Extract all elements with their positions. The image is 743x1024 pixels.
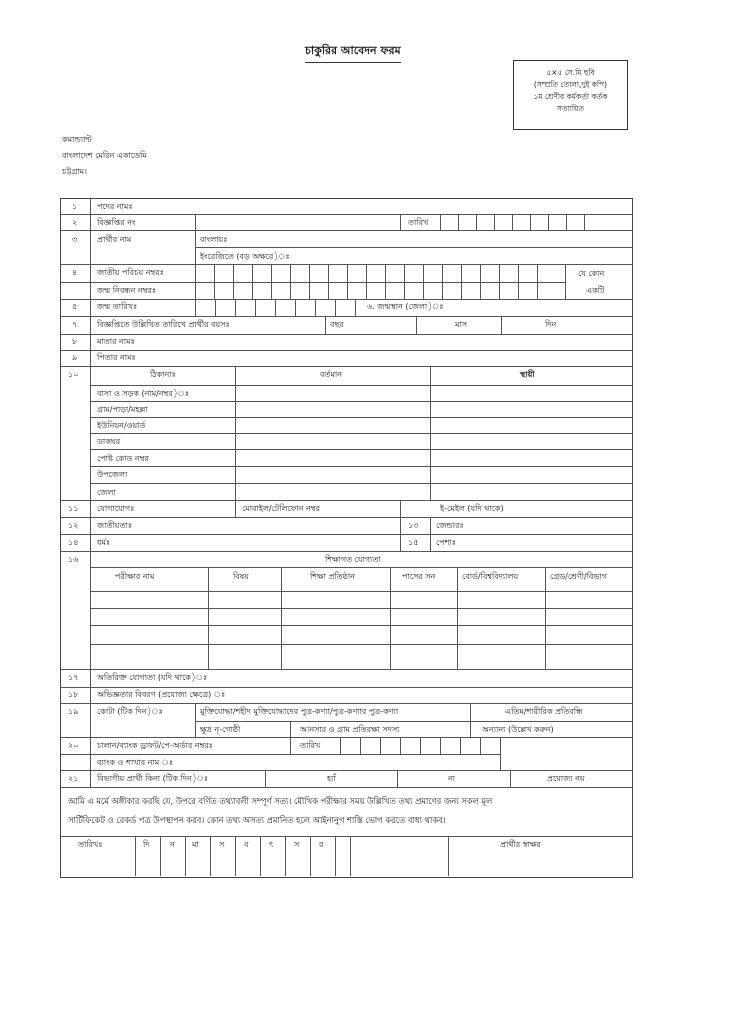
edu-col-header: পাসের সন: [402, 572, 436, 581]
option-no[interactable]: না: [448, 774, 456, 783]
year-label: বছর: [330, 320, 344, 329]
row-number: ১১: [68, 504, 79, 513]
row-number: ৭: [72, 320, 78, 329]
post-label: পদের নামঃ: [97, 202, 133, 211]
father-label: পিতার নামঃ: [97, 353, 136, 362]
applicant-name-label: প্রার্থীর নাম: [97, 235, 132, 244]
edu-col-header: গ্রেড/শ্রেণী/বিভাগ: [550, 572, 607, 581]
present-header: বর্তমান: [320, 370, 342, 379]
edu-col-header: পরীক্ষার নাম: [115, 572, 155, 581]
date-cell: স: [219, 840, 225, 849]
date-cell: ব: [244, 840, 249, 849]
union-label: ইউনিয়ন/ওয়ার্ড: [97, 421, 146, 430]
photo-line: সত্যায়িত: [556, 104, 585, 113]
nid-label: জাতীয় পরিচয় নম্বরঃ: [97, 268, 164, 277]
contact-label: যোগাযোগঃ: [97, 504, 135, 513]
declaration-line: আমি এ মর্মে অঙ্গীকার করছি যে, উপরে বর্ণিত তথ্যাবলী সম্পূর্ণ সত্য। মৌখিক পরীক্ষার সময় উল্লিখিত তথ্য প্রমাণের জন্য সকল মূল: [68, 796, 493, 806]
post-office-label: ডাকঘর: [97, 437, 121, 446]
row-number: ১৫: [408, 538, 419, 547]
row-number: ১২: [68, 521, 79, 530]
row-number: ১৭: [68, 673, 79, 682]
row-number: ১: [72, 202, 78, 211]
bank-label: ব্যাংক ও শাখার নাম ঃ: [97, 758, 174, 767]
village-label: গ্রাম/পাড়া/মহল্লা: [97, 405, 148, 414]
education-header: শিক্ষাগত যোগ্যতা: [325, 555, 381, 564]
date-cell: দি: [143, 840, 150, 849]
nationality-label: জাতীয়তাঃ: [97, 521, 133, 530]
quota-orphan[interactable]: এতিম/শারীরিক প্রতিবন্ধি: [505, 707, 583, 716]
mother-label: মাতার নামঃ: [97, 337, 135, 346]
option-yes[interactable]: হ্যাঁ: [327, 774, 336, 783]
address-line: কমান্ড্যান্ট: [62, 135, 92, 144]
mobile-label: মোবাইল/টেলিফোন নম্বর: [242, 504, 321, 513]
row-number: ৫: [72, 302, 78, 311]
religion-label: ধর্মঃ: [97, 538, 111, 547]
row-number: ১৯: [68, 707, 79, 716]
address-header: ঠিকানাঃ: [150, 370, 176, 379]
address-line: চট্টগ্রাম।: [62, 167, 87, 176]
date-cell: স: [294, 840, 300, 849]
dept-candidate-label: বিভাগীয় প্রার্থী কিনা (টিক দিন)ঃ: [97, 774, 209, 783]
extra-qualification-label: অতিরিক্ত যোগ্যতা (যদি থাকে)ঃ: [97, 673, 208, 682]
birthplace-label: ৬. জন্মস্থান (জেলা)ঃ: [367, 302, 444, 311]
day-label: দিন: [545, 320, 557, 329]
photo-line: ৫×৫ সে.মি ছবি: [546, 68, 595, 77]
date-cell: ন: [170, 840, 175, 849]
signature-label: প্রার্থীর স্বাক্ষর: [500, 840, 541, 849]
experience-label: অভিজ্ঞতার বিবরণ (প্রযোজ্য ক্ষেত্রে) ঃ: [97, 690, 226, 699]
form-title: চাকুরির আবেদন ফরম: [305, 42, 401, 63]
row-number: ২: [72, 218, 78, 227]
date-cell: ৎ: [269, 840, 274, 849]
row-number: ৪: [72, 268, 78, 277]
row-number: ১৪: [68, 538, 79, 547]
address-line: বাংলাদেশ মেরিন একাডেমি: [62, 151, 147, 160]
email-label: ই-মেইল (যদি থাকে): [440, 504, 504, 513]
advert-label: বিজ্ঞপ্তির নং: [97, 218, 136, 227]
date-cell: র: [319, 840, 324, 849]
row-number: ৯: [72, 353, 78, 362]
row-number: ২০: [68, 741, 79, 750]
row-number: ৩: [72, 235, 78, 244]
photo-line: (সম্প্রতি তোলা,দুই কপি): [533, 80, 608, 89]
challan-label: চালান/ব্যাংক ড্রাফট/পে-অর্ডার নম্বরঃ: [97, 741, 213, 750]
month-label: মাস: [455, 320, 468, 329]
bangla-label: বাংলায়ঃ: [200, 235, 228, 244]
row-number: ১০: [68, 370, 79, 379]
declaration-line: সার্টিফিকেট ও রেকর্ড পত্র উপস্থাপন করব। কোন তথ্য অসত্য প্রমানিত হলে আইনানুগ শাস্তি ভোগ করতে বাধ্য থাকব।: [68, 815, 446, 825]
sign-date-label: তারিখঃ: [78, 840, 103, 849]
photo-box: [513, 60, 628, 130]
english-label: ইংরেজিতে (বড় অক্ষরে)ঃ: [200, 252, 290, 261]
any-one-label: একটি: [586, 286, 605, 295]
gender-label: জেন্ডারঃ: [436, 521, 464, 530]
profession-label: পেশাঃ: [436, 538, 456, 547]
photo-line: ১ম শ্রেণীর কর্মকর্তা কর্তক: [533, 92, 608, 101]
upazila-label: উপজেলা: [97, 470, 128, 479]
row-number: ৮: [72, 337, 78, 346]
any-one-label: যে কোন: [578, 269, 605, 278]
dob-label: জন্ম তারিখঃ: [97, 302, 138, 311]
quota-ethnic[interactable]: ক্ষুদ্র নৃ-গোষ্ঠী: [200, 725, 241, 734]
row-number: ২১: [68, 774, 79, 783]
birth-reg-label: জন্ম নিবন্ধন নম্বরঃ: [97, 286, 157, 295]
permanent-header: স্থায়ী: [520, 370, 535, 379]
edu-col-header: বোর্ড/বিশ্ববিদ্যালয়: [462, 572, 519, 581]
edu-col-header: শিক্ষা প্রতিষ্ঠান: [310, 572, 355, 581]
date-label: তারিখ: [408, 218, 429, 227]
house-label: বাসা ও সড়ক (নাম/নম্বর)ঃ: [97, 389, 190, 398]
quota-other[interactable]: অন্যান্য (উল্লেখ করুন): [482, 725, 554, 734]
row-number: ১৮: [68, 690, 79, 699]
quota-freedom-fighter[interactable]: মুক্তিযোদ্ধা/শহীদ মুক্তিযোদ্ধাদের পুত্র-কণ্যা/পুত্র-কণ্যার পুত্র-কণ্যা: [200, 707, 399, 716]
option-not-applicable[interactable]: প্রযোজ্য নয়: [547, 774, 585, 783]
post-code-label: পোষ্ট কোড নম্বর: [97, 454, 149, 463]
district-label: জেলা: [97, 488, 116, 497]
age-label: বিজ্ঞপ্তিতে উল্লিখিত তারিখে প্রার্থীর বয়সঃ: [97, 320, 230, 329]
edu-col-header: বিষয়: [233, 572, 249, 581]
date-cell: মা: [192, 840, 199, 849]
quota-label: কোটা (টিক দিন)ঃ: [97, 707, 163, 716]
quota-ansar[interactable]: আনসার ও গ্রাম প্রতিরক্ষা সদস্য: [300, 725, 400, 734]
row-number: ১৩: [408, 521, 419, 530]
challan-date-label: তারিখ: [300, 741, 321, 750]
row-number: ১৬: [68, 555, 79, 564]
